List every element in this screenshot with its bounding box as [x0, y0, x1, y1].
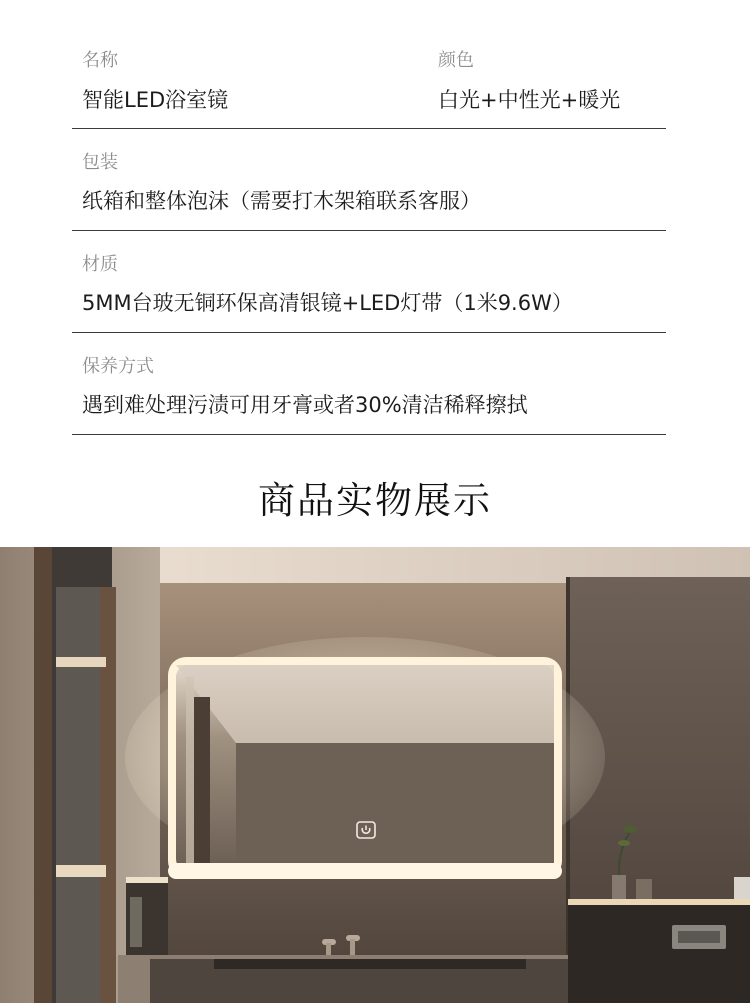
spec-value-packaging: 纸箱和整体泡沫（需要打木架箱联系客服）	[82, 189, 481, 213]
spec-value-name: 智能LED浴室镜	[82, 88, 229, 112]
spec-label-care: 保养方式	[82, 356, 154, 377]
spec-value-material: 5MM台玻无铜环保高清银镜+LED灯带（1米9.6W）	[82, 291, 573, 315]
spec-row-packaging	[72, 129, 666, 231]
spec-value-color: 白光+中性光+暖光	[438, 88, 621, 112]
spec-label-color: 颜色	[438, 50, 474, 71]
spec-label-material: 材质	[82, 254, 118, 275]
spec-table	[72, 0, 666, 435]
spec-label-name: 名称	[82, 50, 118, 71]
bathroom-scene	[0, 547, 750, 1003]
product-photo	[0, 547, 750, 1003]
spec-row-material	[72, 231, 666, 333]
spec-row-care	[72, 333, 666, 435]
spec-row-name-color	[72, 0, 666, 129]
spec-value-care: 遇到难处理污渍可用牙膏或者30%清洁稀释擦拭	[82, 393, 528, 417]
section-title: 商品实物展示	[258, 479, 492, 522]
spec-label-packaging: 包装	[82, 152, 118, 173]
